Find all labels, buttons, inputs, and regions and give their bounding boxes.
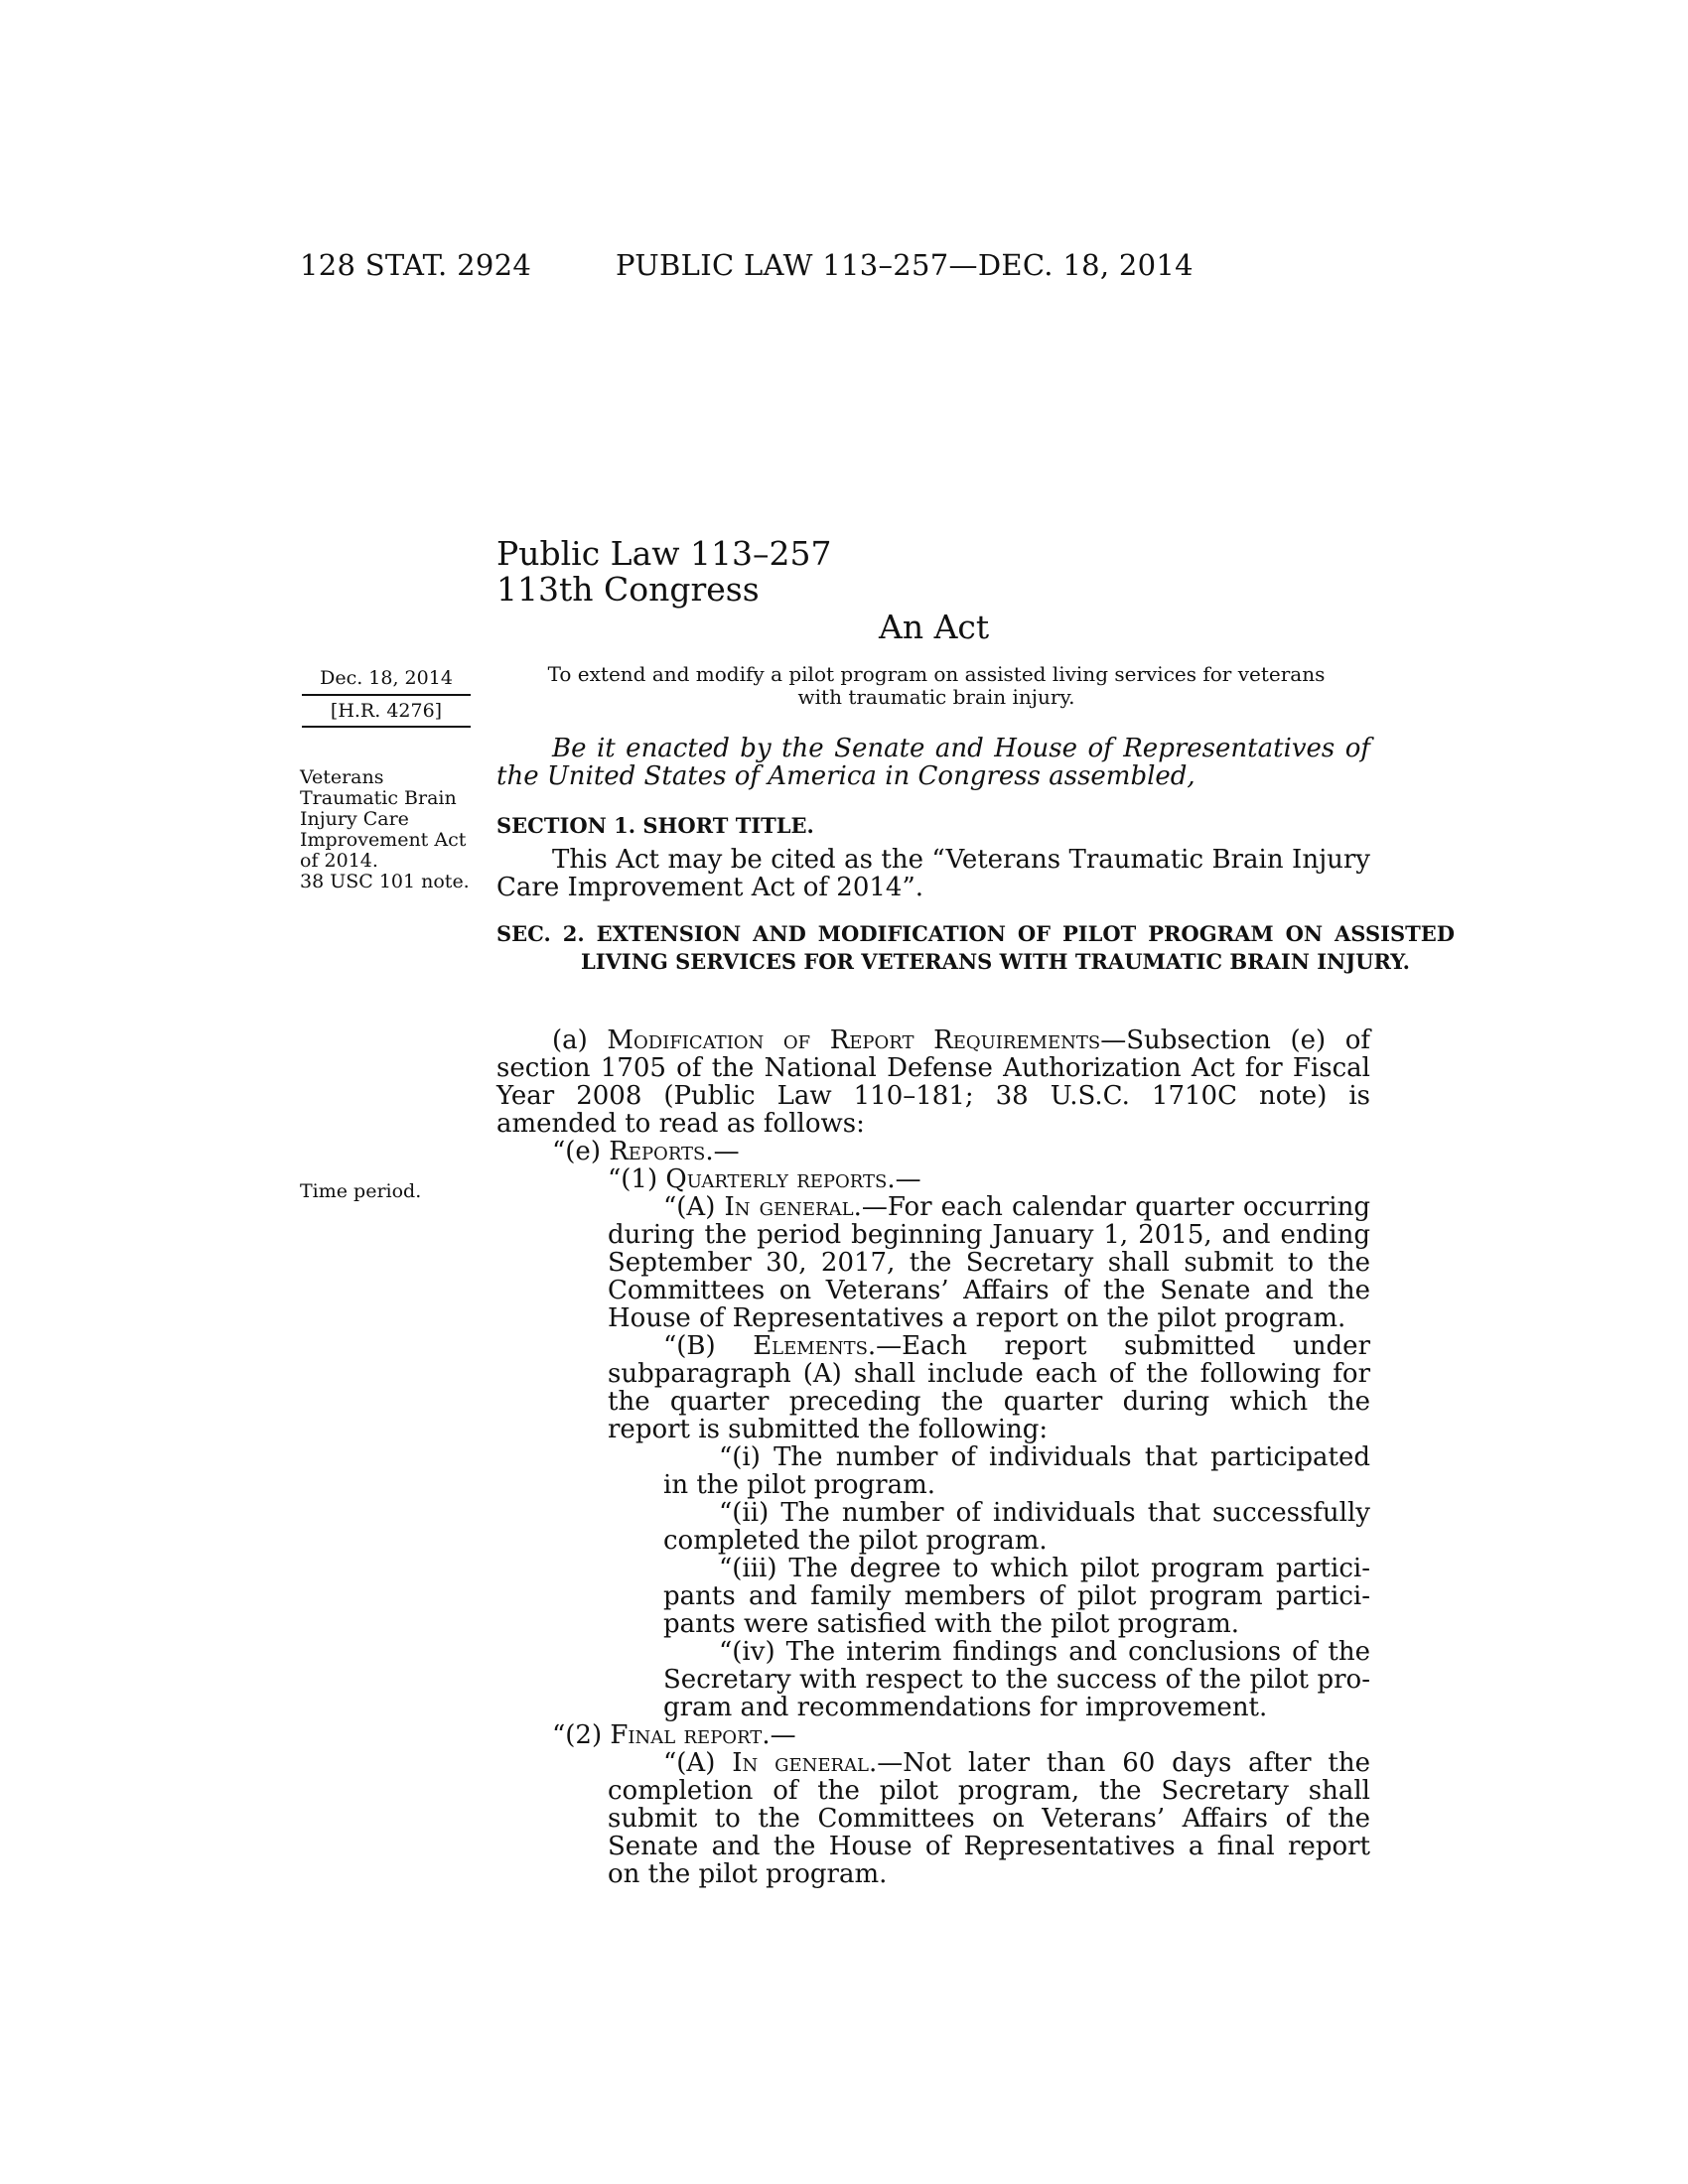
final-report-subparagraph-a: “(A) In general.—Not later than 60 days after the completion of the pilot program, the Secretary shall submit to the Committees on Veterans’ Affairs of the Senate and the House of Representatives a final report on the pilot program. — [608, 1748, 1371, 1889]
section-1-heading: SECTION 1. SHORT TITLE. — [496, 813, 814, 838]
subparagraph-b: “(B) Elements.—Each report submitted under subparagraph (A) shall include each of the following for the quarter preceding the quarter during which the report is submitted the following: — [608, 1331, 1371, 1444]
subsection-a-heading: Modification of Report Requirements — [607, 1025, 1101, 1055]
margin-note-line: Improvement Act — [300, 829, 467, 851]
subsection-e-heading: “(e) Reports.— — [552, 1137, 740, 1166]
running-title: PUBLIC LAW 113–257—DEC. 18, 2014 — [616, 248, 1194, 282]
enacting-clause-text: Be it enacted by the Senate and House of Representatives of the United States of America in Congress assembled, — [496, 734, 1370, 791]
paragraph-1-heading: “(1) Quarterly reports.— — [608, 1164, 921, 1194]
margin-note-short-title — [300, 767, 479, 892]
clause-item: “(iv) The interim findings and conclusions of the Secretary with respect to the success of the pilot program and recommendations for improvement. — [663, 1637, 1370, 1722]
margin-note-line: Injury Care — [300, 808, 409, 830]
subsection-a: (a) Modification of Report Requirements—Subsection (e) of section 1705 of the National Defense Authorization Act for Fiscal Year 2008 (Public Law 110–181; 38 U.S.C. 1710C note) is amended to read as follows: — [496, 1025, 1370, 1139]
date-bill-box — [302, 663, 471, 728]
paragraph-2-heading: “(2) Final report.— — [552, 1720, 796, 1750]
margin-note-line: Traumatic Brain — [300, 787, 457, 809]
section-2-heading: SEC. 2. EXTENSION AND MODIFICATION OF PILOT PROGRAM ON ASSISTED LIVING SERVICES FOR VETERANS WITH TRAUMATIC BRAIN INJURY. — [496, 921, 1455, 974]
margin-note-line: of 2014. — [300, 850, 378, 872]
clause-item: “(iii) The degree to which pilot program participants and family members of pilot program participants were satisfied with the pilot program. — [663, 1554, 1370, 1639]
subparagraph-a: “(A) In general.—For each calendar quarter occurring during the period beginning January 1, 2015, and ending September 30, 2017, the Secretary shall submit to the Committees on Veterans’ Affairs of the Senate and the House of Representatives a report on the pilot program. “(B) Elements.—Each report submitted under subparagraph (A) shall include each of the following for the quarter preceding the quarter during which the report is submitted the following: — [608, 1192, 1371, 1444]
clause-item: “(i) The number of individuals that participated in the pilot program. — [663, 1442, 1370, 1500]
bill-number: [H.R. 4276] — [302, 696, 471, 728]
clause-list — [496, 1443, 1370, 1721]
section-1-text: This Act may be cited as the “Veterans Traumatic Brain Injury Care Improvement Act of 2014”. — [496, 845, 1370, 902]
margin-note-line: Veterans — [300, 766, 384, 788]
an-act-heading: An Act — [879, 608, 990, 646]
law-number: Public Law 113–257 — [496, 534, 832, 573]
page-citation: 128 STAT. 2924 — [300, 248, 532, 282]
congress-number: 113th Congress — [496, 570, 760, 609]
section-2-body — [496, 1026, 1370, 1888]
act-purpose: To extend and modify a pilot program on assisted living services for veterans with traumatic brain injury. — [547, 662, 1326, 709]
margin-note-time-period: Time period. — [300, 1180, 422, 1202]
margin-note-usc: 38 USC 101 note. — [300, 871, 470, 892]
clause-item: “(ii) The number of individuals that successfully completed the pilot program. — [663, 1498, 1370, 1556]
enactment-date: Dec. 18, 2014 — [302, 663, 471, 696]
enacting-clause — [496, 735, 1370, 790]
